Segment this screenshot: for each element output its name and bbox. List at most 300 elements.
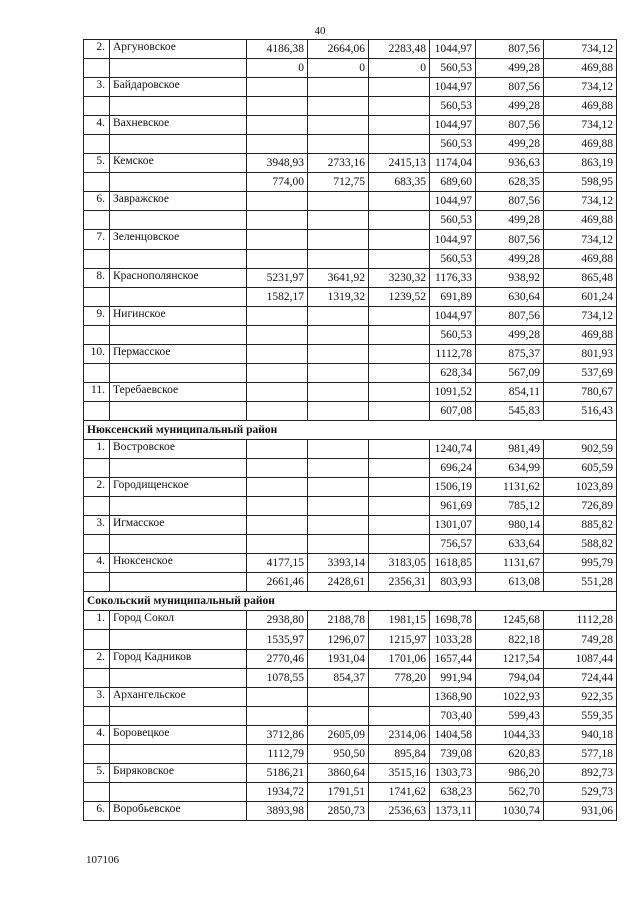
value-cell-col5: 499,28 [476, 59, 544, 78]
row-number [84, 249, 110, 268]
value-cell-col6: 734,12 [544, 78, 617, 97]
row-number: 4. [84, 725, 110, 744]
row-number: 7. [84, 230, 110, 249]
value-cell-col2 [308, 344, 369, 363]
value-cell-col6: 469,88 [544, 97, 617, 116]
value-cell-col3 [369, 459, 430, 478]
value-cell-col5: 567,09 [476, 363, 544, 382]
value-cell-col3 [369, 230, 430, 249]
row-number: 2. [84, 40, 110, 59]
settlement-name [110, 211, 247, 230]
value-cell-col3 [369, 706, 430, 725]
value-cell-col4: 1303,73 [430, 763, 476, 782]
settlement-continuation-row [84, 497, 617, 516]
value-cell-col1: 5186,21 [247, 763, 308, 782]
settlement-continuation-row [84, 782, 617, 801]
table-body [84, 40, 617, 821]
settlement-continuation-row [84, 325, 617, 344]
row-number: 6. [84, 192, 110, 211]
settlement-row [84, 192, 617, 211]
settlement-name: Пермасское [110, 344, 247, 363]
value-cell-col4: 1044,97 [430, 306, 476, 325]
value-cell-col4: 607,08 [430, 401, 476, 420]
value-cell-col3 [369, 439, 430, 458]
value-cell-col4: 803,93 [430, 573, 476, 592]
value-cell-col2 [308, 706, 369, 725]
value-cell-col6: 1023,89 [544, 478, 617, 497]
row-number [84, 97, 110, 116]
value-cell-col4: 703,40 [430, 706, 476, 725]
value-cell-col2: 2664,06 [308, 40, 369, 59]
row-number [84, 173, 110, 192]
value-cell-col1 [247, 706, 308, 725]
row-number: 3. [84, 516, 110, 535]
value-cell-col4: 560,53 [430, 211, 476, 230]
row-number [84, 459, 110, 478]
value-cell-col2 [308, 516, 369, 535]
settlement-name [110, 287, 247, 306]
value-cell-col6: 940,18 [544, 725, 617, 744]
settlement-row [84, 78, 617, 97]
value-cell-col1: 2938,80 [247, 611, 308, 630]
value-cell-col6: 734,12 [544, 40, 617, 59]
value-cell-col5: 628,35 [476, 173, 544, 192]
settlement-name: Нюксенское [110, 554, 247, 573]
settlement-row [84, 725, 617, 744]
settlement-continuation-row [84, 249, 617, 268]
settlement-row [84, 40, 617, 59]
value-cell-col5: 822,18 [476, 630, 544, 649]
value-cell-col1: 1078,55 [247, 668, 308, 687]
value-cell-col6: 469,88 [544, 211, 617, 230]
value-cell-col5: 794,04 [476, 668, 544, 687]
settlement-name: Город Сокол [110, 611, 247, 630]
value-cell-col2 [308, 363, 369, 382]
row-number: 1. [84, 611, 110, 630]
value-cell-col4: 560,53 [430, 59, 476, 78]
settlement-name [110, 668, 247, 687]
value-cell-col3 [369, 382, 430, 401]
value-cell-col1: 774,00 [247, 173, 308, 192]
value-cell-col2 [308, 97, 369, 116]
value-cell-col3 [369, 401, 430, 420]
value-cell-col4: 1506,19 [430, 478, 476, 497]
value-cell-col5: 1044,33 [476, 725, 544, 744]
value-cell-col1 [247, 516, 308, 535]
settlement-name: Город Кадников [110, 649, 247, 668]
row-number: 4. [84, 116, 110, 135]
value-cell-col6: 995,79 [544, 554, 617, 573]
tariff-table [83, 39, 617, 821]
value-cell-col2: 2733,16 [308, 154, 369, 173]
row-number [84, 401, 110, 420]
value-cell-col1: 3893,98 [247, 801, 308, 820]
value-cell-col5: 613,08 [476, 573, 544, 592]
settlement-name: Завражское [110, 192, 247, 211]
value-cell-col6: 734,12 [544, 116, 617, 135]
value-cell-col4: 1044,97 [430, 40, 476, 59]
value-cell-col1 [247, 249, 308, 268]
settlement-name: Игмасское [110, 516, 247, 535]
value-cell-col2: 950,50 [308, 744, 369, 763]
value-cell-col1 [247, 535, 308, 554]
value-cell-col5: 807,56 [476, 192, 544, 211]
value-cell-col3: 778,20 [369, 668, 430, 687]
value-cell-col4: 560,53 [430, 249, 476, 268]
settlement-name: Биряковское [110, 763, 247, 782]
value-cell-col3 [369, 97, 430, 116]
value-cell-col1: 1535,97 [247, 630, 308, 649]
value-cell-col4: 1174,04 [430, 154, 476, 173]
settlement-continuation-row [84, 535, 617, 554]
value-cell-col2 [308, 497, 369, 516]
settlement-name [110, 497, 247, 516]
value-cell-col2 [308, 687, 369, 706]
section-title: Нюксенский муниципальный район [84, 420, 617, 439]
value-cell-col6: 598,95 [544, 173, 617, 192]
value-cell-col5: 499,28 [476, 325, 544, 344]
value-cell-col3: 2314,06 [369, 725, 430, 744]
value-cell-col2 [308, 211, 369, 230]
row-number [84, 668, 110, 687]
value-cell-col4: 1044,97 [430, 192, 476, 211]
value-cell-col3: 3230,32 [369, 268, 430, 287]
row-number [84, 744, 110, 763]
row-number: 11. [84, 382, 110, 401]
value-cell-col6: 605,59 [544, 459, 617, 478]
value-cell-col5: 1030,74 [476, 801, 544, 820]
value-cell-col3: 1741,62 [369, 782, 430, 801]
row-number [84, 782, 110, 801]
value-cell-col5: 938,92 [476, 268, 544, 287]
value-cell-col5: 1217,54 [476, 649, 544, 668]
settlement-row [84, 801, 617, 820]
value-cell-col1 [247, 135, 308, 154]
value-cell-col6: 801,93 [544, 344, 617, 363]
value-cell-col2 [308, 401, 369, 420]
settlement-row [84, 554, 617, 573]
value-cell-col6: 931,06 [544, 801, 617, 820]
value-cell-col1: 1112,79 [247, 744, 308, 763]
value-cell-col3: 683,35 [369, 173, 430, 192]
settlement-row [84, 439, 617, 458]
value-cell-col3 [369, 687, 430, 706]
row-number [84, 363, 110, 382]
settlement-row [84, 230, 617, 249]
value-cell-col6: 865,48 [544, 268, 617, 287]
value-cell-col1 [247, 97, 308, 116]
value-cell-col5: 807,56 [476, 306, 544, 325]
value-cell-col2: 1791,51 [308, 782, 369, 801]
row-number: 3. [84, 687, 110, 706]
value-cell-col5: 499,28 [476, 135, 544, 154]
value-cell-col1 [247, 230, 308, 249]
value-cell-col3 [369, 344, 430, 363]
value-cell-col6: 863,19 [544, 154, 617, 173]
value-cell-col1: 2661,46 [247, 573, 308, 592]
settlement-name: Кемское [110, 154, 247, 173]
value-cell-col1 [247, 382, 308, 401]
row-number [84, 706, 110, 725]
value-cell-col4: 1698,78 [430, 611, 476, 630]
value-cell-col4: 1033,28 [430, 630, 476, 649]
value-cell-col3 [369, 478, 430, 497]
row-number: 2. [84, 649, 110, 668]
value-cell-col6: 922,35 [544, 687, 617, 706]
page-number: 40 [314, 25, 326, 37]
value-cell-col2 [308, 325, 369, 344]
value-cell-col6: 469,88 [544, 249, 617, 268]
value-cell-col2 [308, 306, 369, 325]
settlement-name [110, 535, 247, 554]
value-cell-col5: 875,37 [476, 344, 544, 363]
value-cell-col1: 2770,46 [247, 649, 308, 668]
value-cell-col6: 601,24 [544, 287, 617, 306]
value-cell-col1: 4177,15 [247, 554, 308, 573]
value-cell-col1 [247, 401, 308, 420]
value-cell-col6: 1112,28 [544, 611, 617, 630]
value-cell-col3: 3183,05 [369, 554, 430, 573]
value-cell-col1 [247, 439, 308, 458]
settlement-name [110, 249, 247, 268]
settlement-continuation-row [84, 363, 617, 382]
value-cell-col5: 499,28 [476, 97, 544, 116]
value-cell-col5: 785,12 [476, 497, 544, 516]
value-cell-col2: 854,37 [308, 668, 369, 687]
value-cell-col3 [369, 78, 430, 97]
value-cell-col1 [247, 344, 308, 363]
value-cell-col2 [308, 230, 369, 249]
value-cell-col3 [369, 306, 430, 325]
settlement-continuation-row [84, 573, 617, 592]
settlement-row [84, 382, 617, 401]
value-cell-col5: 981,49 [476, 439, 544, 458]
settlement-row [84, 763, 617, 782]
row-number [84, 325, 110, 344]
settlement-continuation-row [84, 668, 617, 687]
value-cell-col3 [369, 363, 430, 382]
value-cell-col4: 1044,97 [430, 116, 476, 135]
value-cell-col2 [308, 535, 369, 554]
value-cell-col5: 980,14 [476, 516, 544, 535]
value-cell-col4: 1044,97 [430, 230, 476, 249]
value-cell-col2 [308, 249, 369, 268]
settlement-name: Теребаевское [110, 382, 247, 401]
value-cell-col1 [247, 211, 308, 230]
row-number: 4. [84, 554, 110, 573]
value-cell-col4: 1373,11 [430, 801, 476, 820]
row-number: 2. [84, 478, 110, 497]
value-cell-col5: 807,56 [476, 78, 544, 97]
value-cell-col6: 734,12 [544, 306, 617, 325]
value-cell-col2 [308, 382, 369, 401]
value-cell-col6: 469,88 [544, 325, 617, 344]
value-cell-col6: 734,12 [544, 192, 617, 211]
value-cell-col6: 551,28 [544, 573, 617, 592]
value-cell-col2 [308, 192, 369, 211]
value-cell-col6: 726,89 [544, 497, 617, 516]
value-cell-col3: 0 [369, 59, 430, 78]
value-cell-col3 [369, 325, 430, 344]
value-cell-col4: 638,23 [430, 782, 476, 801]
settlement-continuation-row [84, 401, 617, 420]
value-cell-col3: 1701,06 [369, 649, 430, 668]
value-cell-col3: 3515,16 [369, 763, 430, 782]
value-cell-col5: 807,56 [476, 230, 544, 249]
value-cell-col2: 2428,61 [308, 573, 369, 592]
value-cell-col6: 885,82 [544, 516, 617, 535]
row-number: 9. [84, 306, 110, 325]
value-cell-col5: 854,11 [476, 382, 544, 401]
value-cell-col6: 529,73 [544, 782, 617, 801]
value-cell-col5: 936,63 [476, 154, 544, 173]
value-cell-col4: 756,57 [430, 535, 476, 554]
settlement-name: Воробьевское [110, 801, 247, 820]
row-number [84, 135, 110, 154]
settlement-name [110, 135, 247, 154]
settlement-row [84, 649, 617, 668]
value-cell-col4: 1301,07 [430, 516, 476, 535]
value-cell-col3: 1239,52 [369, 287, 430, 306]
value-cell-col3 [369, 535, 430, 554]
row-number [84, 59, 110, 78]
settlement-name [110, 363, 247, 382]
value-cell-col6: 559,35 [544, 706, 617, 725]
value-cell-col6: 577,18 [544, 744, 617, 763]
value-cell-col2: 1931,04 [308, 649, 369, 668]
row-number [84, 211, 110, 230]
value-cell-col6: 734,12 [544, 230, 617, 249]
section-header-row [84, 420, 617, 439]
value-cell-col2: 1296,07 [308, 630, 369, 649]
value-cell-col5: 620,83 [476, 744, 544, 763]
value-cell-col1 [247, 306, 308, 325]
row-number [84, 287, 110, 306]
settlement-name [110, 744, 247, 763]
settlement-name: Аргуновское [110, 40, 247, 59]
settlement-continuation-row [84, 59, 617, 78]
value-cell-col6: 1087,44 [544, 649, 617, 668]
value-cell-col4: 1618,85 [430, 554, 476, 573]
settlement-name: Зеленцовское [110, 230, 247, 249]
settlement-continuation-row [84, 459, 617, 478]
settlement-continuation-row [84, 744, 617, 763]
value-cell-col3: 2283,48 [369, 40, 430, 59]
settlement-continuation-row [84, 173, 617, 192]
settlement-name [110, 173, 247, 192]
value-cell-col4: 689,60 [430, 173, 476, 192]
settlement-row [84, 687, 617, 706]
value-cell-col2 [308, 78, 369, 97]
settlement-continuation-row [84, 287, 617, 306]
value-cell-col4: 1044,97 [430, 78, 476, 97]
settlement-name: Архангельское [110, 687, 247, 706]
settlement-name [110, 706, 247, 725]
value-cell-col4: 961,69 [430, 497, 476, 516]
value-cell-col1 [247, 363, 308, 382]
value-cell-col6: 892,73 [544, 763, 617, 782]
value-cell-col5: 499,28 [476, 249, 544, 268]
value-cell-col2 [308, 135, 369, 154]
row-number: 5. [84, 763, 110, 782]
value-cell-col1 [247, 459, 308, 478]
value-cell-col6: 537,69 [544, 363, 617, 382]
settlement-continuation-row [84, 211, 617, 230]
settlement-name: Байдаровское [110, 78, 247, 97]
value-cell-col5: 562,70 [476, 782, 544, 801]
settlement-name [110, 630, 247, 649]
value-cell-col3 [369, 211, 430, 230]
value-cell-col3 [369, 116, 430, 135]
value-cell-col1: 3948,93 [247, 154, 308, 173]
document-code: 107106 [86, 854, 119, 866]
value-cell-col1: 3712,86 [247, 725, 308, 744]
value-cell-col6: 516,43 [544, 401, 617, 420]
value-cell-col1: 5231,97 [247, 268, 308, 287]
value-cell-col1: 1582,17 [247, 287, 308, 306]
value-cell-col4: 1657,44 [430, 649, 476, 668]
value-cell-col6: 469,88 [544, 59, 617, 78]
settlement-continuation-row [84, 630, 617, 649]
value-cell-col3: 1215,97 [369, 630, 430, 649]
value-cell-col2: 712,75 [308, 173, 369, 192]
row-number [84, 630, 110, 649]
row-number: 1. [84, 439, 110, 458]
value-cell-col4: 991,94 [430, 668, 476, 687]
value-cell-col2: 1319,32 [308, 287, 369, 306]
value-cell-col2 [308, 459, 369, 478]
value-cell-col5: 633,64 [476, 535, 544, 554]
value-cell-col4: 696,24 [430, 459, 476, 478]
value-cell-col3 [369, 497, 430, 516]
value-cell-col4: 1091,52 [430, 382, 476, 401]
row-number: 5. [84, 154, 110, 173]
value-cell-col3 [369, 192, 430, 211]
value-cell-col4: 691,89 [430, 287, 476, 306]
value-cell-col3 [369, 135, 430, 154]
value-cell-col5: 545,83 [476, 401, 544, 420]
value-cell-col1: 0 [247, 59, 308, 78]
settlement-name: Востровское [110, 439, 247, 458]
value-cell-col4: 560,53 [430, 325, 476, 344]
value-cell-col2: 3393,14 [308, 554, 369, 573]
value-cell-col2: 3860,64 [308, 763, 369, 782]
value-cell-col6: 724,44 [544, 668, 617, 687]
value-cell-col1 [247, 192, 308, 211]
value-cell-col1 [247, 687, 308, 706]
value-cell-col4: 628,34 [430, 363, 476, 382]
value-cell-col5: 630,64 [476, 287, 544, 306]
settlement-row [84, 516, 617, 535]
settlement-name [110, 401, 247, 420]
value-cell-col3 [369, 516, 430, 535]
value-cell-col4: 1240,74 [430, 439, 476, 458]
value-cell-col5: 1131,62 [476, 478, 544, 497]
settlement-name [110, 459, 247, 478]
settlement-row [84, 478, 617, 497]
value-cell-col2 [308, 116, 369, 135]
value-cell-col3: 1981,15 [369, 611, 430, 630]
value-cell-col1 [247, 478, 308, 497]
settlement-row [84, 344, 617, 363]
value-cell-col5: 1245,68 [476, 611, 544, 630]
value-cell-col6: 469,88 [544, 135, 617, 154]
settlement-name [110, 782, 247, 801]
row-number [84, 573, 110, 592]
settlement-name: Краснополянское [110, 268, 247, 287]
value-cell-col6: 902,59 [544, 439, 617, 458]
value-cell-col3: 2536,63 [369, 801, 430, 820]
